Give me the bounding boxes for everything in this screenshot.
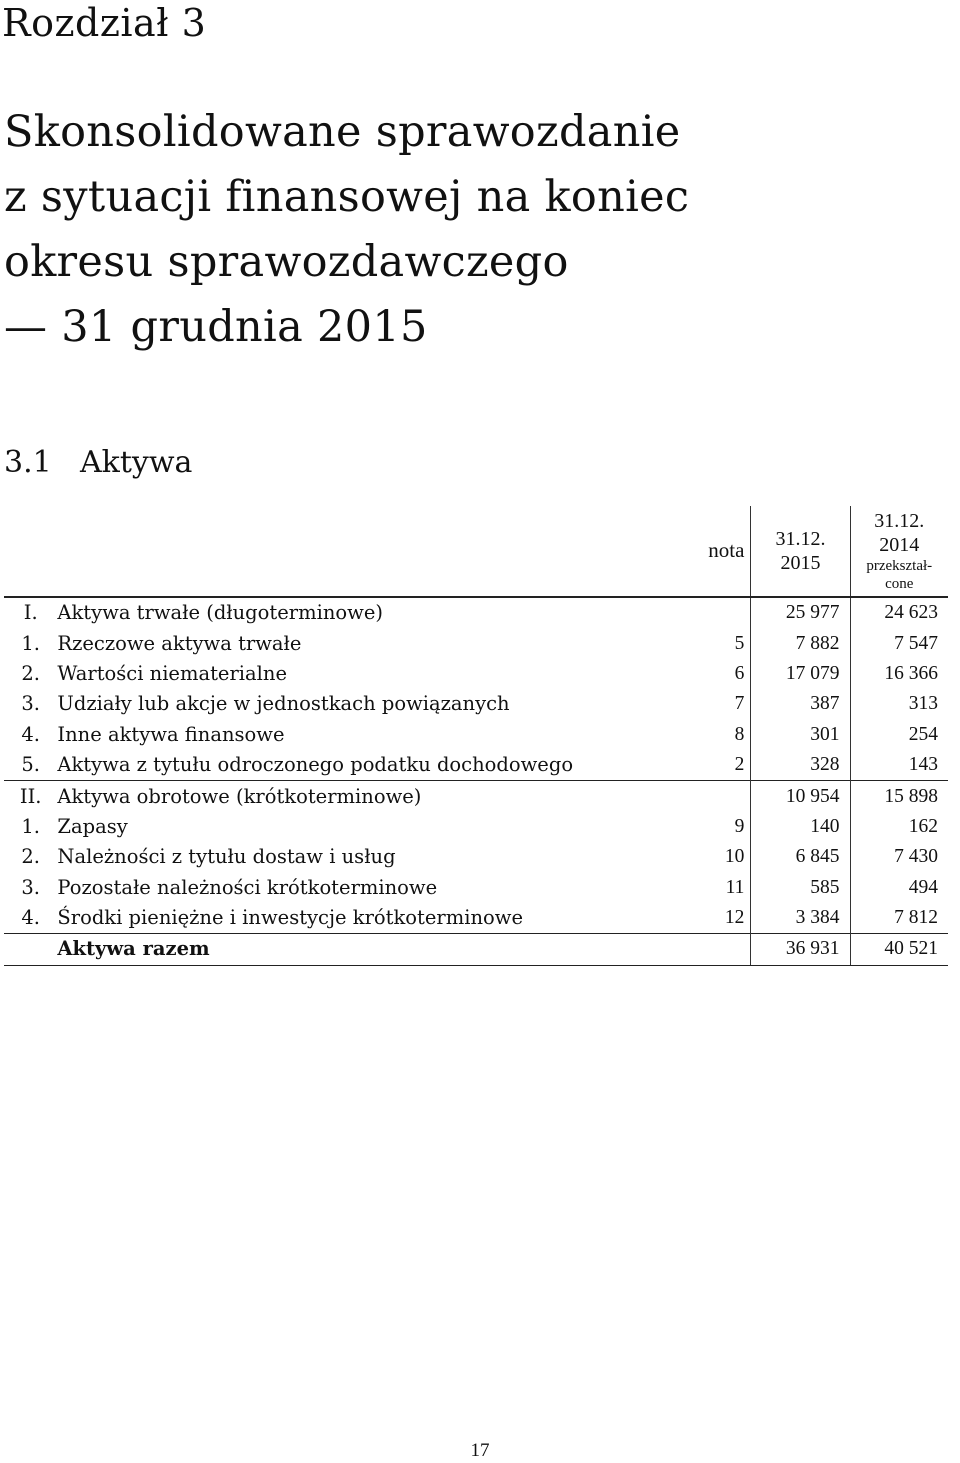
title-line: okresu sprawozdawczego [4,237,569,287]
header-2014-sub2: cone [885,576,914,592]
total-row [4,934,948,965]
table-row [4,842,948,872]
row-name: Wartości niematerialne [57,661,287,685]
row-value-2015: 17 079 [751,659,850,689]
table-row [4,689,948,719]
table-row [4,659,948,689]
table-header-row [4,506,948,597]
row-nota: 9 [684,812,751,842]
row-value-2015: 387 [751,689,850,719]
row-nota: 12 [684,903,751,934]
row-nota: 2 [684,750,751,781]
row-number: 2. [21,661,40,685]
row-value-2014: 162 [908,815,938,837]
row-value-2014: 143 [908,754,938,776]
title-line: — 31 grudnia 2015 [4,302,428,352]
header-2014 [850,506,948,597]
row-value-2014: 16 366 [884,662,938,684]
page-number: 17 [470,1440,490,1461]
title-line: z sytuacji finansowej na koniec [4,172,690,222]
row-name: Aktywa z tytułu odroczonego podatku dochodowego [57,753,574,777]
row-value-2014: 494 [908,876,938,898]
row-nota: 8 [684,720,751,750]
row-value-2014: 7 430 [894,846,938,868]
table-row [4,903,948,934]
header-name [57,506,684,597]
header-2014-sub1: przekształ- [866,558,933,574]
row-value-2014: 7 547 [894,632,938,654]
table-row [4,750,948,781]
row-value-2014: 313 [908,693,938,715]
row-value-2015: 10 954 [751,781,850,812]
assets-table [4,506,948,966]
row-number: 1. [21,631,40,655]
row-value-2015: 328 [751,750,850,781]
row-name: Należności z tytułu dostaw i usług [57,845,396,869]
header-num [4,506,57,597]
total-label: Aktywa razem [57,934,684,965]
table-row [4,720,948,750]
row-number: 3. [21,875,40,899]
row-number: I. [23,601,38,625]
header-2015 [751,506,850,597]
row-number: 1. [21,814,40,838]
row-value-2014: 24 623 [884,602,938,624]
row-name: Środki pieniężne i inwestycje krótkoterminowe [57,906,523,930]
header-2015-line1: 31.12. [775,528,826,550]
row-nota: 7 [684,689,751,719]
row-value-2014: 254 [908,723,938,745]
row-value-2015: 7 882 [751,628,850,658]
table-row [4,781,948,812]
chapter-heading: Rozdział 3 [2,1,207,45]
row-value-2015: 25 977 [751,597,850,628]
row-nota [684,597,751,628]
row-value-2015: 3 384 [751,903,850,934]
row-value-2014: 7 812 [894,907,938,929]
row-nota: 6 [684,659,751,689]
section-heading [4,443,192,483]
total-number [4,934,57,965]
row-number: 3. [21,692,40,716]
row-number: 4. [21,906,40,930]
row-nota [684,781,751,812]
row-name: Aktywa trwałe (długoterminowe) [57,601,383,625]
total-value-2015: 36 931 [751,934,850,965]
row-value-2015: 140 [751,812,850,842]
row-name: Rzeczowe aktywa trwałe [57,631,302,655]
row-value-2015: 301 [751,720,850,750]
table-row [4,628,948,658]
row-nota: 11 [684,873,751,903]
row-name: Aktywa obrotowe (krótkoterminowe) [57,781,684,812]
header-2015-line2: 2015 [780,552,821,574]
title-line: Skonsolidowane sprawozdanie [4,107,681,157]
row-nota: 10 [684,842,751,872]
section-title: Aktywa [80,445,193,480]
row-value-2015: 6 845 [751,842,850,872]
header-2014-line1: 31.12. [874,510,925,532]
row-number: 5. [21,753,40,777]
row-name: Pozostałe należności krótkoterminowe [57,875,438,899]
header-nota: nota [684,506,751,597]
document-title [4,100,689,360]
table-row [4,812,948,842]
row-value-2014: 15 898 [850,781,948,812]
row-name: Zapasy [57,814,128,838]
section-number: 3.1 [4,445,52,480]
table-row [4,597,948,628]
row-number: 4. [21,722,40,746]
row-number: 2. [21,845,40,869]
row-number: II. [4,781,57,812]
header-2014-line2: 2014 [879,534,920,556]
row-name: Inne aktywa finansowe [57,722,285,746]
row-nota: 5 [684,628,751,658]
table-row [4,873,948,903]
total-value-2014: 40 521 [850,934,948,965]
total-nota [684,934,751,965]
row-value-2015: 585 [751,873,850,903]
row-name: Udziały lub akcje w jednostkach powiązanych [57,692,510,716]
